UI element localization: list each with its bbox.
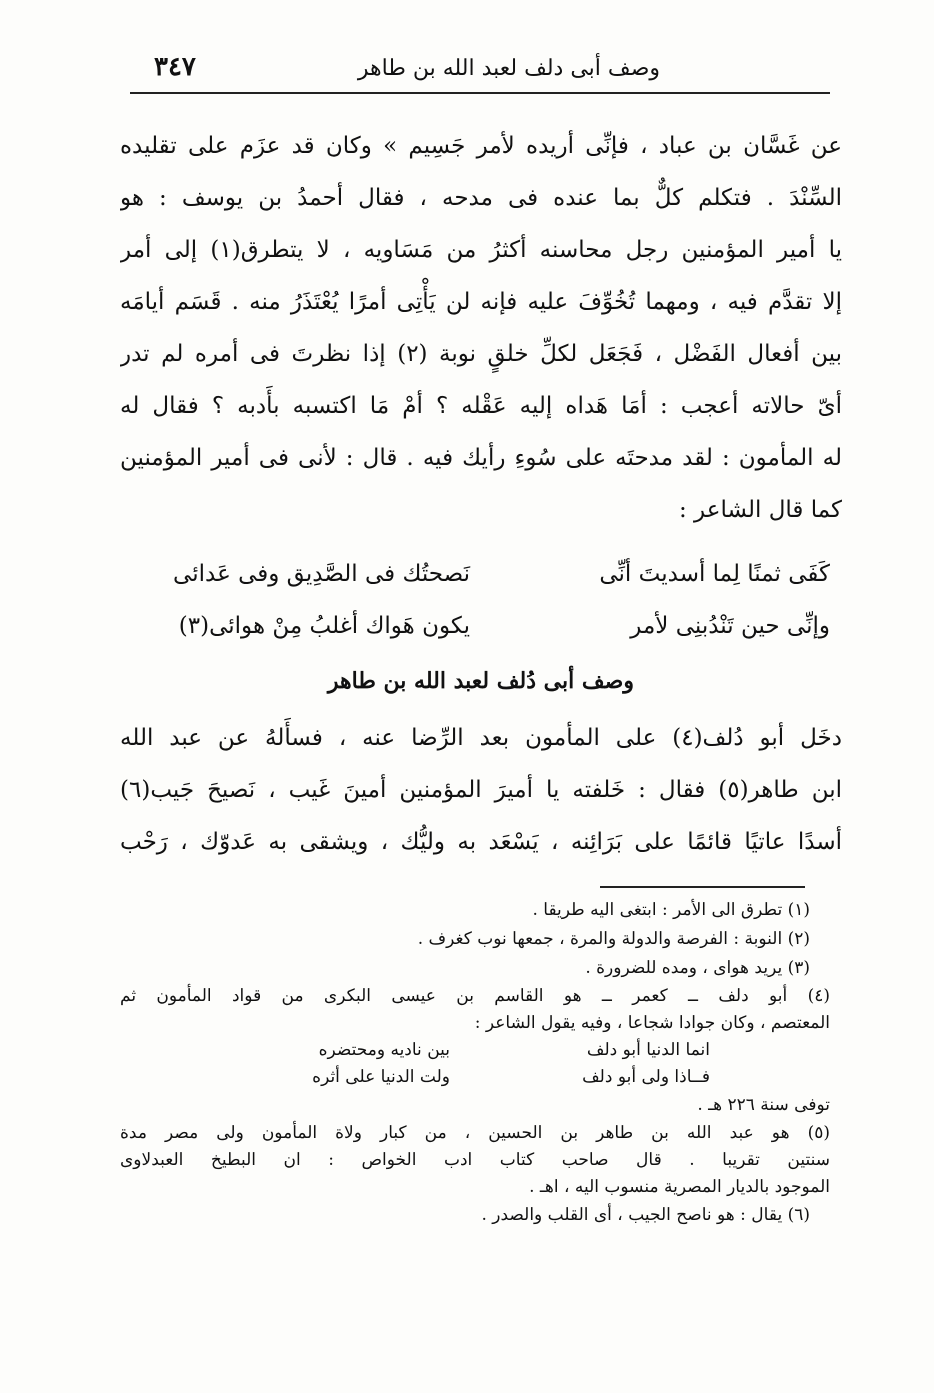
verse-second-hemistich: يكون هَواك أغلبُ مِنْ هوائى(٣): [178, 613, 470, 639]
verse-first-hemistich: كَفَى ثمنًا لِما أسديتَ أنِّى: [599, 561, 830, 587]
footnote-2: (٢) النوبة : الفرصة والدولة والمرة ، جمعها نوب كغرف .: [417, 929, 810, 949]
footnote-verse-hemistich: ولت الدنيا على أثره: [312, 1067, 450, 1087]
text-line: أىّ حالاته أعجب : أمَا هَداه إليه عَقْله ؟ أمْ مَا اكتسبه بأَدبه ؟ فقال له: [120, 393, 842, 419]
second-text-block: [120, 712, 842, 868]
footnote-verse-hemistich: فــاذا ولى أبو دلف: [582, 1067, 710, 1087]
footnote-4-line: المعتصم ، وكان جوادا شجاعا ، وفيه يقول الشاعر :: [474, 1013, 830, 1033]
footnote-verse-hemistich: بين ناديه ومحتضره: [318, 1040, 450, 1060]
text-line: له المأمون : لقد مدحتَه على سُوءِ رأيك فيه . قال : لأنى فى أمير المؤمنين: [120, 445, 842, 471]
text-line: يا أمير المؤمنين رجل محاسنه أكثرُ من مَسَاويه ، لا يتطرق(١) إلى أمر: [120, 237, 842, 263]
header-rule: [130, 92, 830, 94]
text-line: ابن طاهر(٥) فقال : خَلفته يا أميرَ المؤمنين أمينَ غَيب ، نَصيحَ جَيب(٦): [120, 777, 842, 803]
text-line: إلا تقدَّم فيه ، ومهما تُخُوِّفَ عليه فإنه لن يَأْتِى أمرًا يُعْتَذَرُ منه . قَسَم أيامَه: [120, 289, 842, 315]
text-line: أسدًا عاتيًا قائمًا على بَرَائِنه ، يَسْعَد به وليُّك ، ويشقى به عَدوّك ، رَحْب: [120, 829, 842, 855]
footnote-1: (١) تطرق الى الأمر : ابتغى اليه طريقا .: [532, 900, 810, 920]
page-number: ٣٤٧: [154, 52, 196, 82]
verse-first-hemistich: وإنِّى حين تَنْدُبنِى لأمر: [630, 613, 830, 639]
header-title: وصف أبى دلف لعبد الله بن طاهر: [357, 56, 660, 81]
footnote-4-line: (٤) أبو دلف ــ كعمر ــ هو القاسم بن عيسى البكرى من قواد المأمون ثم: [120, 986, 830, 1006]
text-line: دخَل أبو دُلف(٤) على المأمون بعد الرِّضا عنه ، فسأَلهُ عن عبد الله: [120, 725, 842, 751]
footnote-3: (٣) يريد هواى ، ومده للضرورة .: [585, 958, 810, 978]
footnote-rule: [600, 886, 805, 888]
text-line: عن غَسَّان بن عباد ، فإنِّى أريده لأمر جَسِيم » وكان قد عزَم على تقليده: [120, 133, 842, 159]
footnote-5-line: الموجود بالديار المصرية منسوب اليه ، اهـ .: [529, 1177, 830, 1197]
footnotes: [120, 896, 830, 1230]
running-header: [140, 52, 830, 92]
footnote-4-verse: [120, 1064, 830, 1091]
footnote-verse-hemistich: انما الدنيا أبو دلف: [586, 1040, 710, 1060]
footnote-4-verse: [120, 1037, 830, 1064]
poem-verse: [140, 600, 830, 652]
footnote-5-line: سنتين تقريبا . قال صاحب كتاب ادب الخواص : ان البطيخ العبدلاوى: [120, 1150, 830, 1170]
section-heading: وصف أبى دُلف لعبد الله بن طاهر: [327, 668, 634, 694]
footnote-4-line: توفى سنة ٢٢٦ هـ .: [697, 1095, 830, 1115]
text-line: كما قال الشاعر :: [679, 497, 842, 523]
main-text-block: [120, 120, 842, 536]
footnote-5-line: (٥) هو عبد الله بن طاهر بن الحسين ، من كبار ولاة المأمون ولى مصر مدة: [120, 1123, 830, 1143]
poem-verse: [140, 548, 830, 600]
footnote-6: (٦) يقال : هو ناصح الجيب ، أى القلب والصدر .: [481, 1205, 810, 1225]
verse-second-hemistich: نَصحتُك فى الصَّدِيق وفى عَدائى: [173, 561, 470, 587]
text-line: السِّنْدَ . فتكلم كلٌّ بما عنده فى مدحه ، فقال أحمدُ بن يوسف : هو: [120, 185, 842, 211]
text-line: بين أفعال الفَضْل ، فَجَعَل لكلِّ خلقٍ نوبة (٢) إذا نظرتَ فى أمره لم تدر: [120, 341, 842, 367]
